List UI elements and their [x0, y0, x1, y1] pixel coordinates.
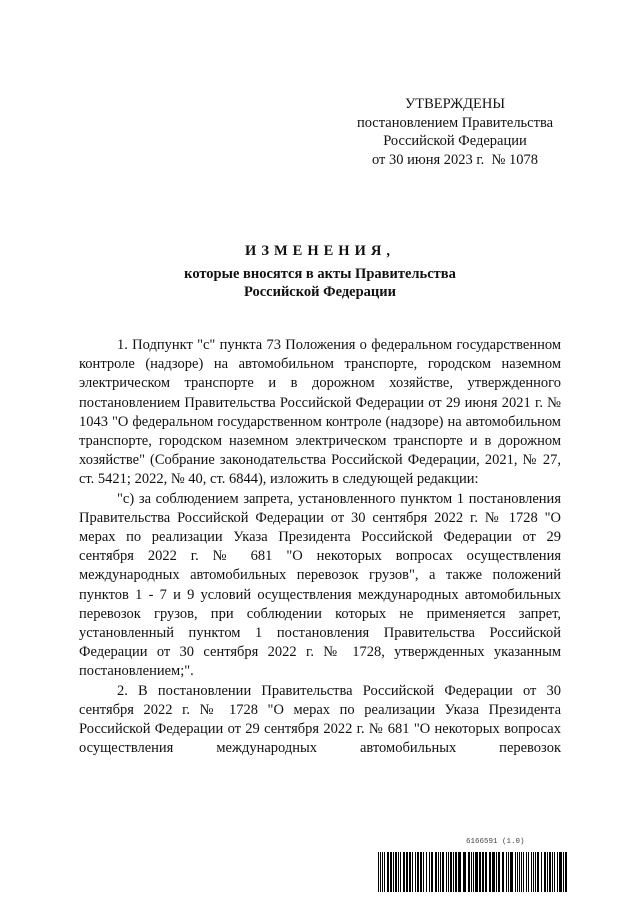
document-subtitle [0, 266, 640, 301]
document-body [79, 336, 561, 758]
approval-line: постановлением Правительства [356, 114, 554, 131]
paragraph-1: 1. Подпункт "с" пункта 73 Положения о федеральном государственном контроле (надзоре) на автомобильном транспорте, городском наземном электрическом транспорте и в дорожном хозяйстве, утвержденного постановлением Правительства Российской Федерации от 29 июня 2021 г. № 1043 "О федеральном государственном контроле (надзоре) на автомобильном транспорте, городском наземном электрическом транспорте и в дорожном хозяйстве" (Собрание законодательства Российской Федерации, 2021, № 27, ст. 5421; 2022, № 40, ст. 6844), изложить в следующей редакции: [79, 337, 561, 488]
paragraph-3: 2. В постановлении Правительства Российской Федерации от 30 сентября 2022 г. № 1728 "О мерах по реализации Указа Президента Российской Федерации от 29 сентября 2022 г. № 681 "О некоторых вопросах осуществления международных автомобильных перевозок [79, 682, 561, 757]
approval-date-number: от 30 июня 2023 г. № 1078 [371, 151, 539, 168]
approval-stamp [340, 95, 570, 169]
subtitle-line: Российской Федерации [243, 283, 396, 300]
barcode-caption: 6166591 (1.0) [466, 838, 525, 846]
subtitle-line: которые вносятся в акты Правительства [184, 266, 456, 282]
approval-heading: УТВЕРЖДЕНЫ [404, 96, 506, 112]
barcode-image [378, 852, 570, 892]
approval-line: Российской Федерации [383, 133, 527, 149]
document-title: ИЗМЕНЕНИЯ, [245, 243, 395, 259]
paragraph-2: "с) за соблюдением запрета, установленного пунктом 1 постановления Правительства Российской Федерации от 30 сентября 2022 г. № 1728 "О мерах по реализации Указа Президента Российской Федерации от 29 сентября 2022 г. № 681 "О некоторых вопросах осуществления международных автомобильных перевозок грузов", а также положений пунктов 1 - 7 и 9 условий осуществления международных автомобильных перевозок грузов, при соблюдении которых не применяется запрет, установленный пунктом 1 постановления Правительства Российской Федерации от 30 сентября 2022 г. № 1728, утвержденных указанным постановлением;". [79, 490, 561, 680]
